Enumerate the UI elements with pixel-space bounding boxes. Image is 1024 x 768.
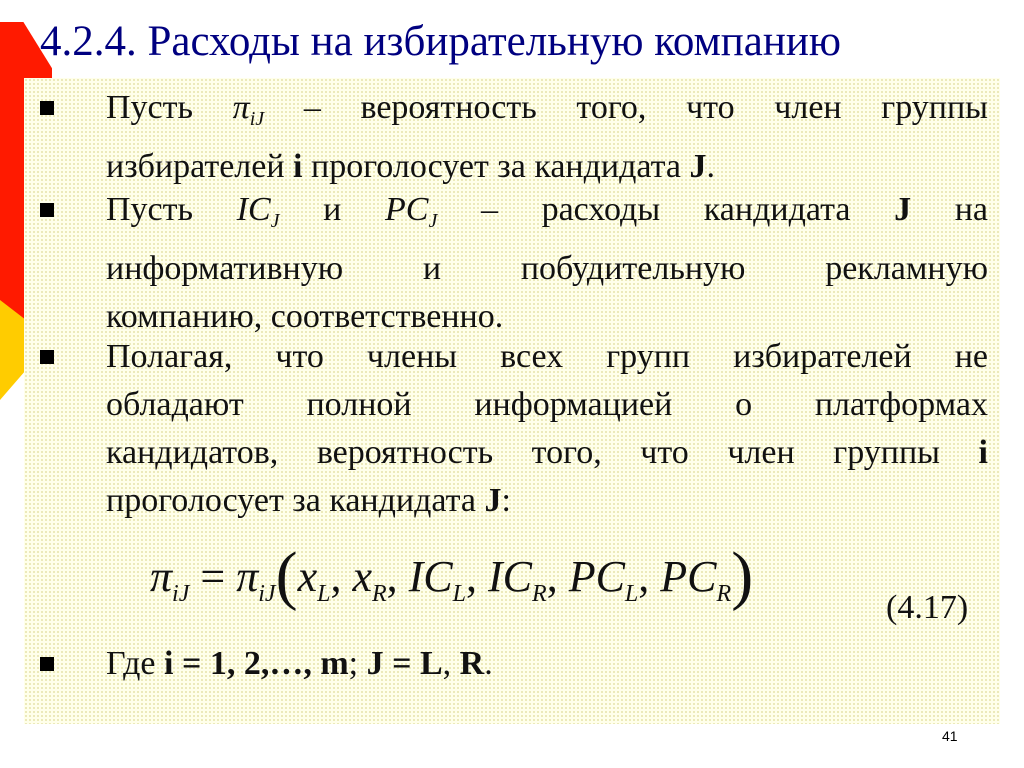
- formula-comma: ,: [386, 552, 409, 601]
- bold-text: i = 1, 2,…, m: [164, 645, 349, 682]
- formula-pi: π: [236, 552, 259, 601]
- formula-term: x: [352, 552, 372, 601]
- bold-J: J: [689, 148, 707, 185]
- bold-J: J: [484, 482, 502, 519]
- text: ,: [442, 645, 460, 682]
- formula-pi: π: [150, 552, 173, 601]
- pc-symbol: PC: [384, 191, 429, 228]
- ic-symbol: IC: [236, 191, 271, 228]
- text-line: информативную и побудительную рекламную: [106, 250, 988, 287]
- bullet-2-text: [106, 186, 988, 341]
- text: проголосует за кандидата: [302, 148, 690, 185]
- formula-subscript: iJ: [172, 581, 190, 607]
- formula-subscript: R: [532, 581, 547, 607]
- bold-i: i: [978, 434, 988, 471]
- formula-term: IC: [488, 552, 533, 601]
- bold-text: J = L: [366, 645, 443, 682]
- formula-close-paren: ): [731, 539, 754, 612]
- bold-J: J: [894, 191, 912, 228]
- formula-term: PC: [660, 552, 717, 601]
- text: и: [279, 191, 385, 228]
- text: .: [484, 645, 493, 682]
- text-line: обладают полной информацией о платформах: [106, 386, 988, 423]
- formula-subscript: L: [452, 581, 467, 607]
- formula-comma: ,: [330, 552, 353, 601]
- formula-subscript: L: [624, 581, 639, 607]
- text: кандидатов, вероятность того, что член группы: [106, 434, 979, 471]
- formula-subscript: iJ: [258, 581, 276, 607]
- bullet-marker: [40, 101, 54, 115]
- bullet-4-text: [106, 640, 988, 688]
- formula-comma: ,: [638, 552, 661, 601]
- page-number: 41: [942, 728, 958, 744]
- formula-comma: ,: [466, 552, 489, 601]
- subscript: iJ: [249, 108, 265, 130]
- formula-comma: ,: [546, 552, 569, 601]
- formula-subscript: R: [716, 581, 732, 607]
- text: Пусть: [106, 89, 233, 126]
- bold-i: i: [293, 148, 303, 185]
- text: на: [911, 191, 989, 228]
- equation-number: (4.17): [886, 589, 969, 626]
- formula-term: IC: [408, 552, 453, 601]
- formula-4-17: [150, 538, 753, 618]
- slide-title: 4.2.4. Расходы на избирательную компанию: [40, 18, 842, 65]
- pi-symbol: π: [232, 89, 250, 126]
- formula-equals: =: [189, 552, 237, 601]
- bullet-1-text: [106, 84, 988, 191]
- text: Где: [106, 645, 164, 682]
- formula-term: x: [297, 552, 318, 601]
- bullet-3-text: [106, 333, 988, 525]
- text-line: компанию, соответственно.: [106, 298, 504, 335]
- formula-subscript: L: [317, 581, 331, 607]
- bold-text: R: [459, 645, 485, 682]
- text: избирателей: [106, 148, 294, 185]
- formula-term: PC: [568, 552, 625, 601]
- subscript: J: [428, 210, 438, 232]
- text: ;: [348, 645, 367, 682]
- text: проголосует за кандидата: [106, 482, 485, 519]
- text: .: [706, 148, 715, 185]
- bullet-marker: [40, 350, 54, 364]
- formula-subscript: R: [371, 581, 387, 607]
- bullet-marker: [40, 657, 54, 671]
- text: – расходы кандидата: [437, 191, 895, 228]
- bullet-marker: [40, 203, 54, 217]
- subscript: J: [270, 210, 280, 232]
- text-line: Полагая, что члены всех групп избирателей не: [106, 338, 988, 375]
- formula-open-paren: (: [275, 539, 298, 612]
- text: :: [501, 482, 511, 519]
- text: – вероятность того, что член группы: [264, 89, 988, 126]
- text: Пусть: [106, 191, 237, 228]
